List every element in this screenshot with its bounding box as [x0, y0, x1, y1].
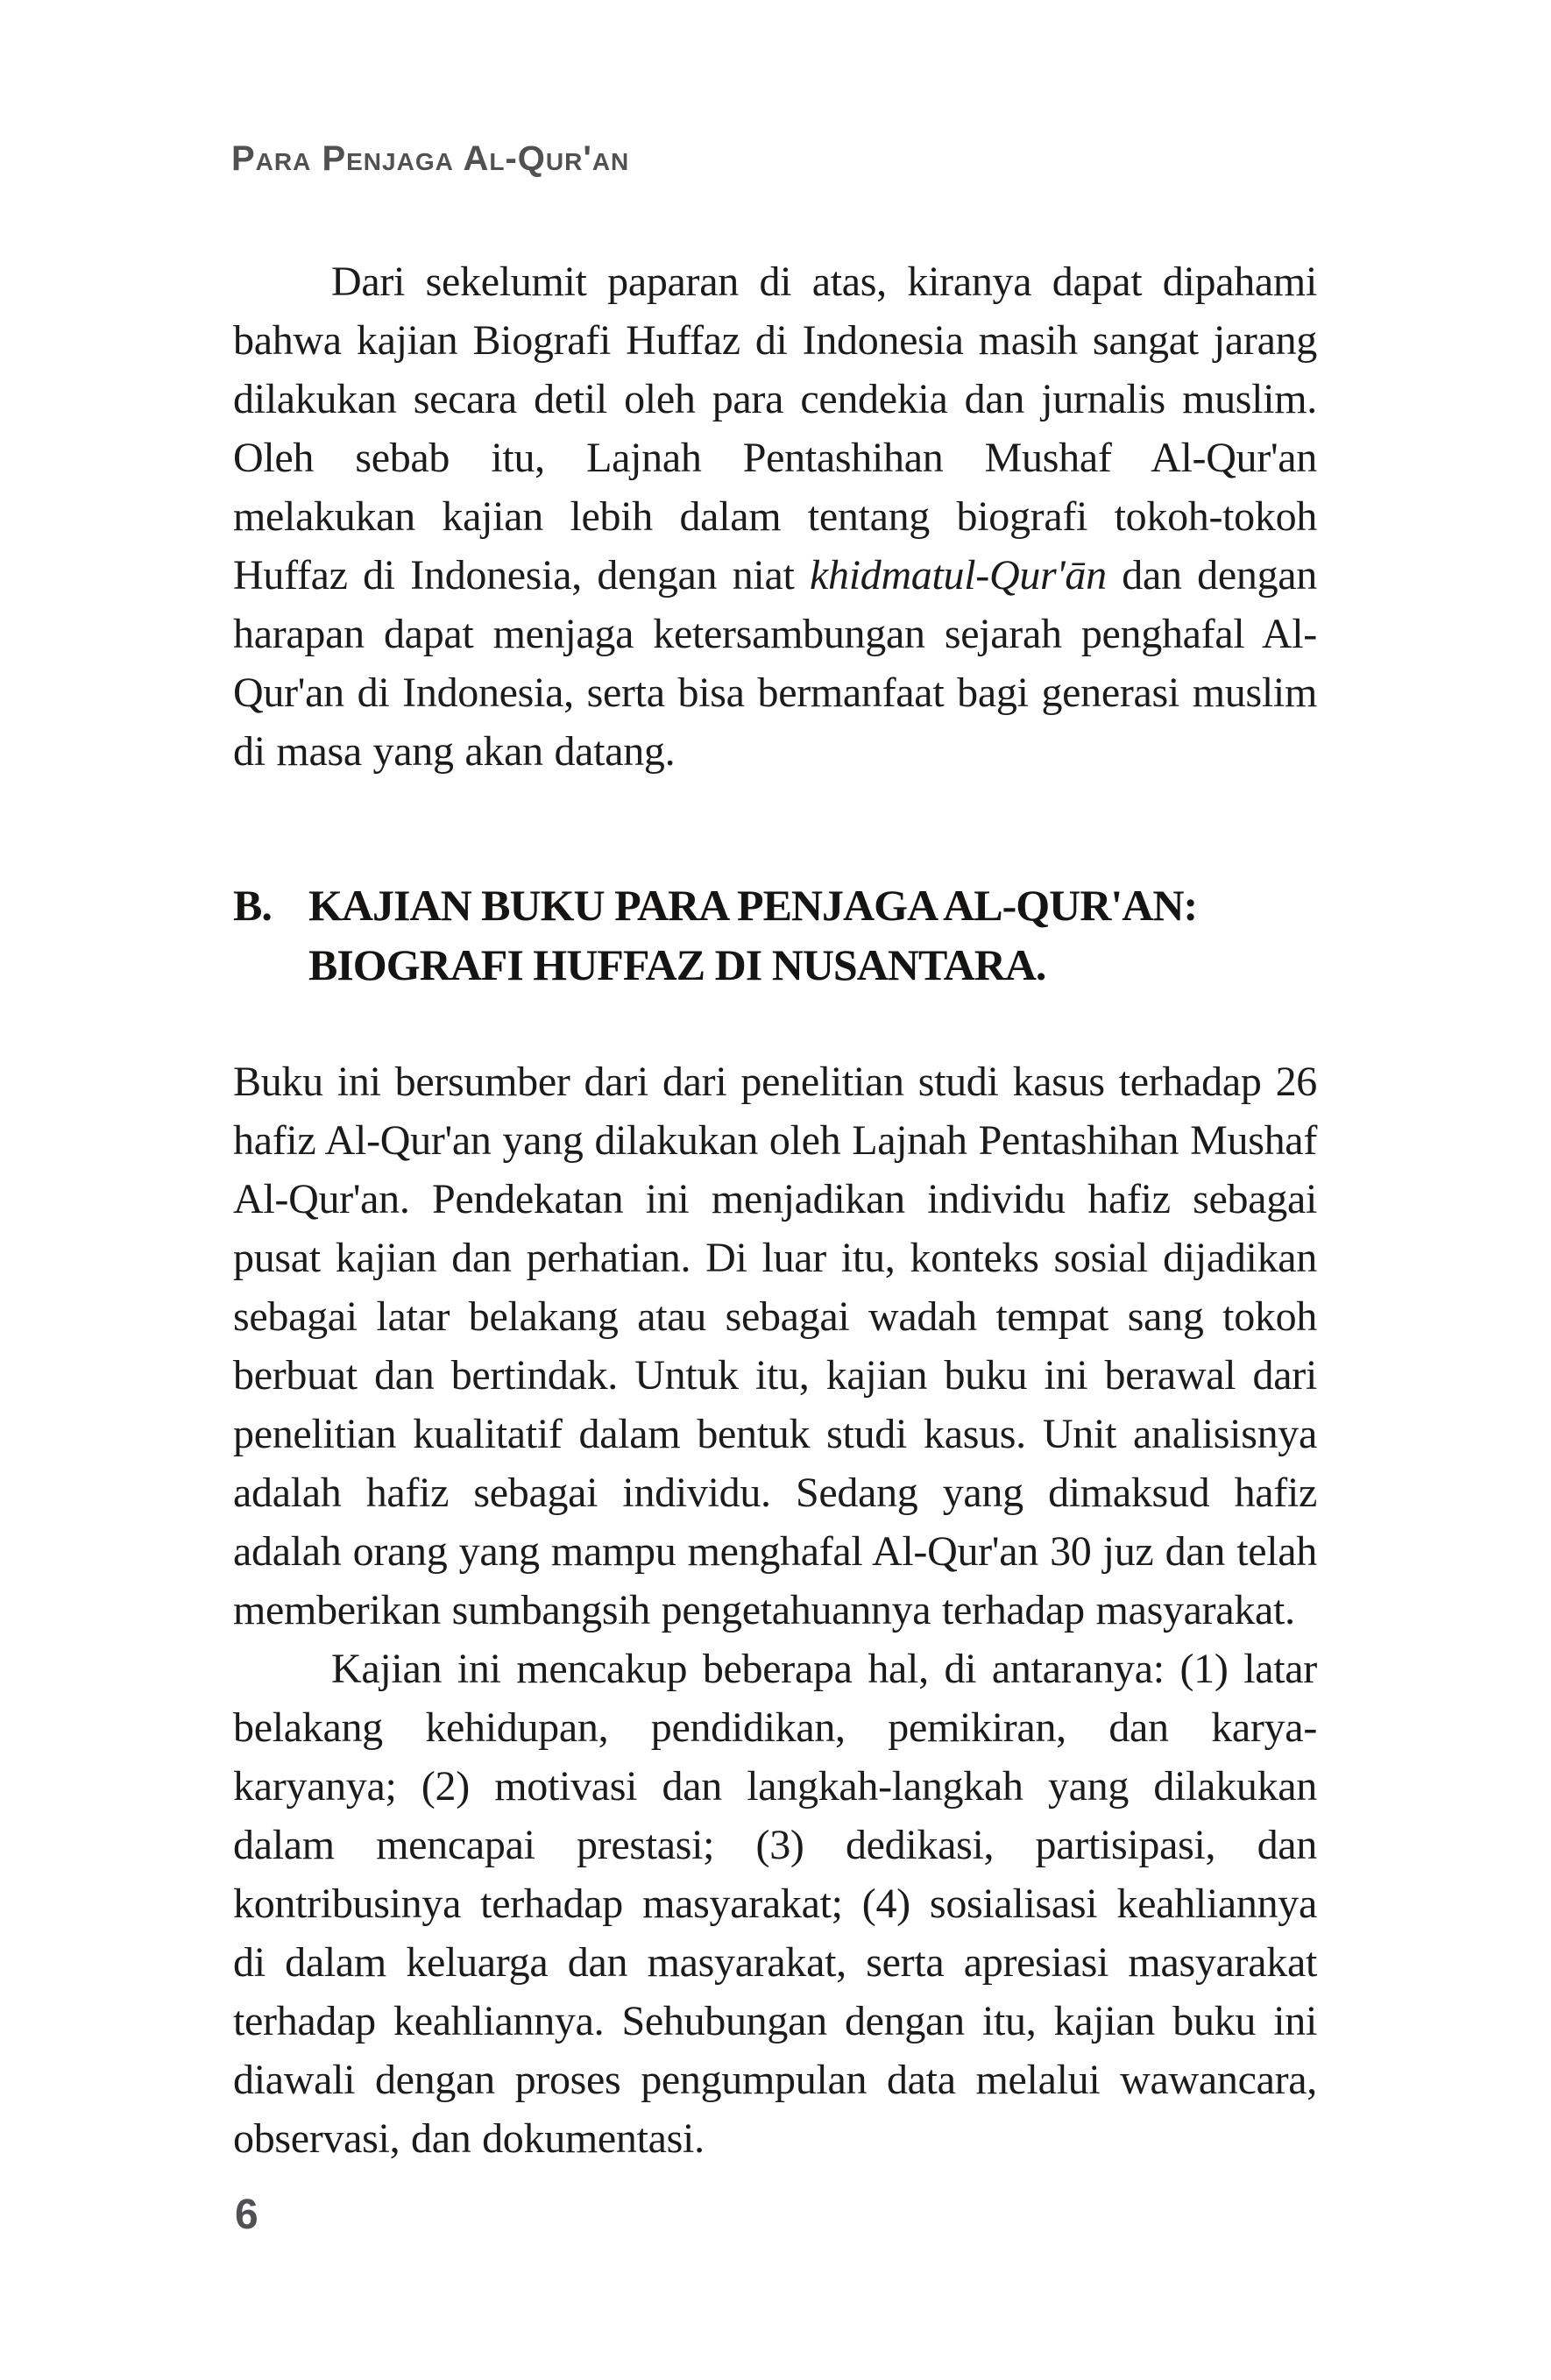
section-heading — [233, 875, 1317, 995]
page-number: 6 — [235, 2192, 258, 2238]
section-heading-title — [308, 875, 1317, 995]
section-heading-line-1: KAJIAN BUKU PARA PENJAGA AL-QUR'AN: — [308, 881, 1198, 930]
paragraph-2: Buku ini bersumber dari dari penelitian studi kasus terhadap 26 hafiz Al-Qur'an yang dilakukan oleh Lajnah Pentashihan Mushaf Al-Qur'an. Pendekatan ini menjadikan individu hafiz sebagai pusat kajian dan perhatian. Di luar itu, konteks sosial dijadikan sebagai latar belakang atau sebagai wadah tempat sang tokoh berbuat dan bertindak. Untuk itu, kajian buku ini berawal dari penelitian kualitatif dalam bentuk studi kasus. Unit analisisnya adalah hafiz sebagai individu. Sedang yang dimaksud hafiz adalah orang yang mampu menghafal Al-Qur'an 30 juz dan telah memberikan sumbangsih pengetahuannya terhadap masyarakat. — [233, 1059, 1317, 1633]
page-content — [233, 252, 1317, 2168]
paragraph-3: Kajian ini mencakup beberapa hal, di antaranya: (1) latar belakang kehidupan, pendidikan, pemikiran, dan karya-karyanya; (2) motivasi dan langkah-langkah yang dilakukan dalam mencapai prestasi; (3) dedikasi, partisipasi, dan kontribusinya terhadap masyarakat; (4) sosialisasi keahliannya di dalam keluarga dan masyarakat, serta apresiasi masyarakat terhadap keahliannya. Sehubungan dengan itu, kajian buku ini diawali dengan proses pengumpulan data melalui wawancara, observasi, dan dokumentasi. — [233, 1646, 1317, 2162]
section-heading-line-2: BIOGRAFI HUFFAZ DI NUSANTARA. — [308, 940, 1046, 989]
paragraph-1 — [233, 252, 1317, 781]
paragraph-1-continuation: dan dengan harapan dapat menjaga ketersambungan sejarah penghafal Al-Qur'an di Indonesia, serta bisa bermanfaat bagi generasi muslim di masa yang akan datang. — [233, 552, 1317, 775]
running-head: Para Penjaga Al-Qur'an — [231, 139, 630, 178]
italic-arabic-term: khidmatul-Qur'ān — [810, 552, 1107, 599]
paragraph-1-text: Dari sekelumit paparan di atas, kiranya dapat dipahami bahwa kajian Biografi Huffaz di Indonesia masih sangat jarang dilakukan secara detil oleh para cendekia dan jurnalis muslim. Oleh sebab itu, Lajnah Pentashihan Mushaf Al-Qur'an melakukan kajian lebih dalam tentang biografi tokoh-tokoh Huffaz di Indonesia, dengan niat — [233, 259, 1317, 599]
section-heading-label: B. — [233, 881, 272, 930]
